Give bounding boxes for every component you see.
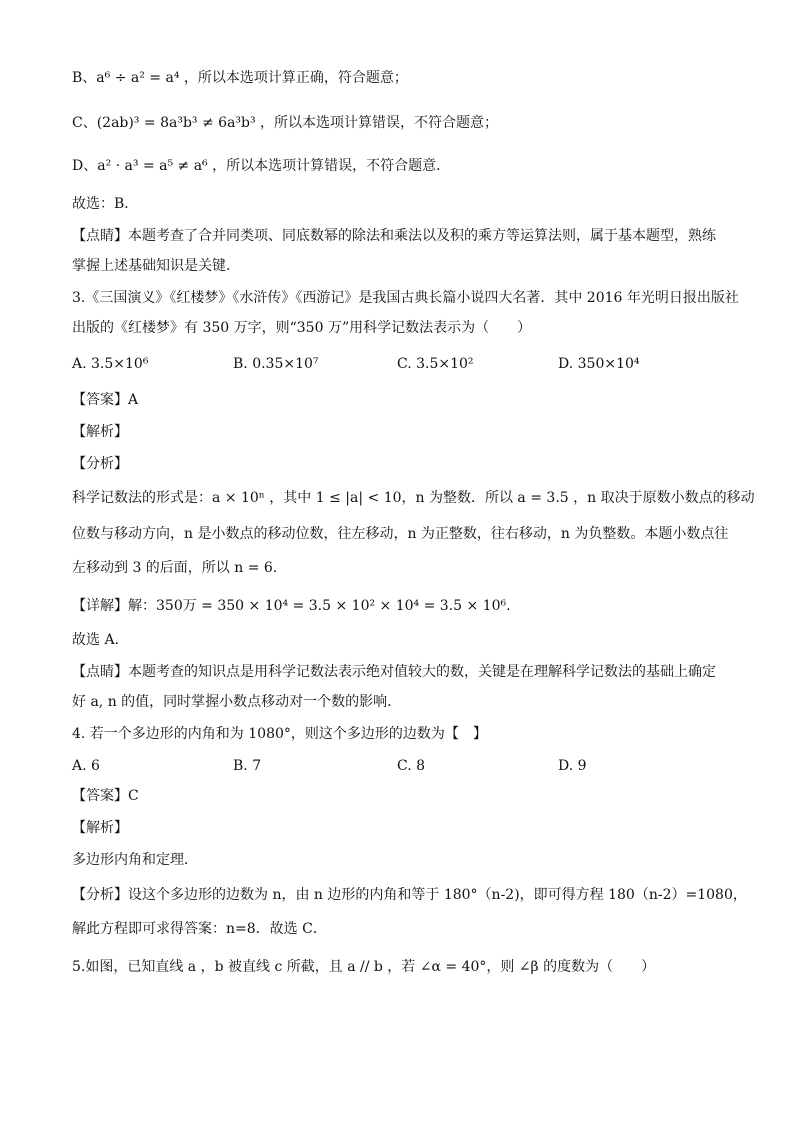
q4-fenxi-line-1: 【分析】设这个多边形的边数为 n，由 n 边形的内角和等于 180°（n-2)，即可得方程 180（n-2）=1080，	[72, 887, 747, 903]
q3-comment-line-1: 【点睛】本题考查的知识点是用科学记数法表示绝对值较大的数，关键是在理解科学记数法的基础上确定	[72, 664, 716, 680]
q2-comment-line-1: 【点睛】本题考查了合并同类项、同底数幂的除法和乘法以及积的乘方等运算法则，属于基本题型，熟练	[72, 228, 716, 244]
q4-option-b: B. 7	[233, 758, 262, 774]
q3-option-a: A. 3.5×10⁶	[72, 356, 149, 372]
q3-option-c: C. 3.5×10²	[397, 356, 474, 372]
option-d-explanation: D、a² · a³ = a⁵ ≠ a⁶ ，所以本选项计算错误，不符合题意．	[72, 158, 451, 174]
q4-stem: 4. 若一个多边形的内角和为 1080°，则这个多边形的边数为【 】	[72, 726, 487, 742]
q3-comment-line-2: 好 a, n 的值，同时掌握小数点移动对一个数的影响．	[72, 694, 402, 710]
q4-option-a: A. 6	[72, 758, 100, 774]
q3-fenxi-heading: 【分析】	[72, 456, 128, 472]
q3-stem-line-1: 3.《三国演义》《红楼梦》《水浒传》《西游记》是我国古典长篇小说四大名著．其中 2016 年光明日报出版社	[72, 290, 739, 306]
q4-answer: 【答案】C	[72, 788, 139, 804]
q4-analysis-heading: 【解析】	[72, 820, 128, 836]
q2-choice: 故选：B．	[72, 196, 139, 212]
q3-choice: 故选 A.	[72, 632, 120, 648]
q3-fenxi-line-1: 科学记数法的形式是：a × 10ⁿ ，其中 1 ≤ |a| < 10，n 为整数．所以 a = 3.5 ，n 取决于原数小数点的移动	[72, 490, 755, 506]
option-b-explanation: B、a⁶ ÷ a² = a⁴ ，所以本选项计算正确，符合题意；	[72, 70, 408, 86]
q3-option-b: B. 0.35×10⁷	[233, 356, 319, 372]
q3-stem-line-2: 出版的《红楼梦》有 350 万字，则“350 万”用科学记数法表示为（ ）	[72, 320, 532, 336]
q3-fenxi-line-2: 位数与移动方向，n 是小数点的移动位数，往左移动，n 为正整数，往右移动，n 为负整数。本题小数点往	[72, 526, 729, 542]
q2-comment-line-2: 掌握上述基础知识是关键．	[72, 258, 240, 274]
option-c-explanation: C、(2ab)³ = 8a³b³ ≠ 6a³b³ ，所以本选项计算错误，不符合题意；	[72, 115, 499, 131]
q3-fenxi-line-3: 左移动到 3 的后面，所以 n = 6.	[72, 560, 278, 576]
q4-fenxi-line-2: 解此方程即可求得答案：n=8．故选 C．	[72, 921, 327, 937]
q3-option-d: D. 350×10⁴	[558, 356, 640, 372]
q3-detail: 【详解】解：350万 = 350 × 10⁴ = 3.5 × 10² × 10⁴ = 3.5 × 10⁶.	[72, 598, 511, 614]
q4-option-c: C. 8	[397, 758, 426, 774]
q4-analysis-text: 多边形内角和定理．	[72, 852, 198, 868]
q3-answer: 【答案】A	[72, 392, 139, 408]
q3-analysis-heading: 【解析】	[72, 424, 128, 440]
q4-option-d: D. 9	[558, 758, 587, 774]
q5-stem: 5.如图，已知直线 a ，b 被直线 c 所截，且 a // b ，若 ∠α = 40°，则 ∠β 的度数为（ ）	[72, 959, 656, 975]
